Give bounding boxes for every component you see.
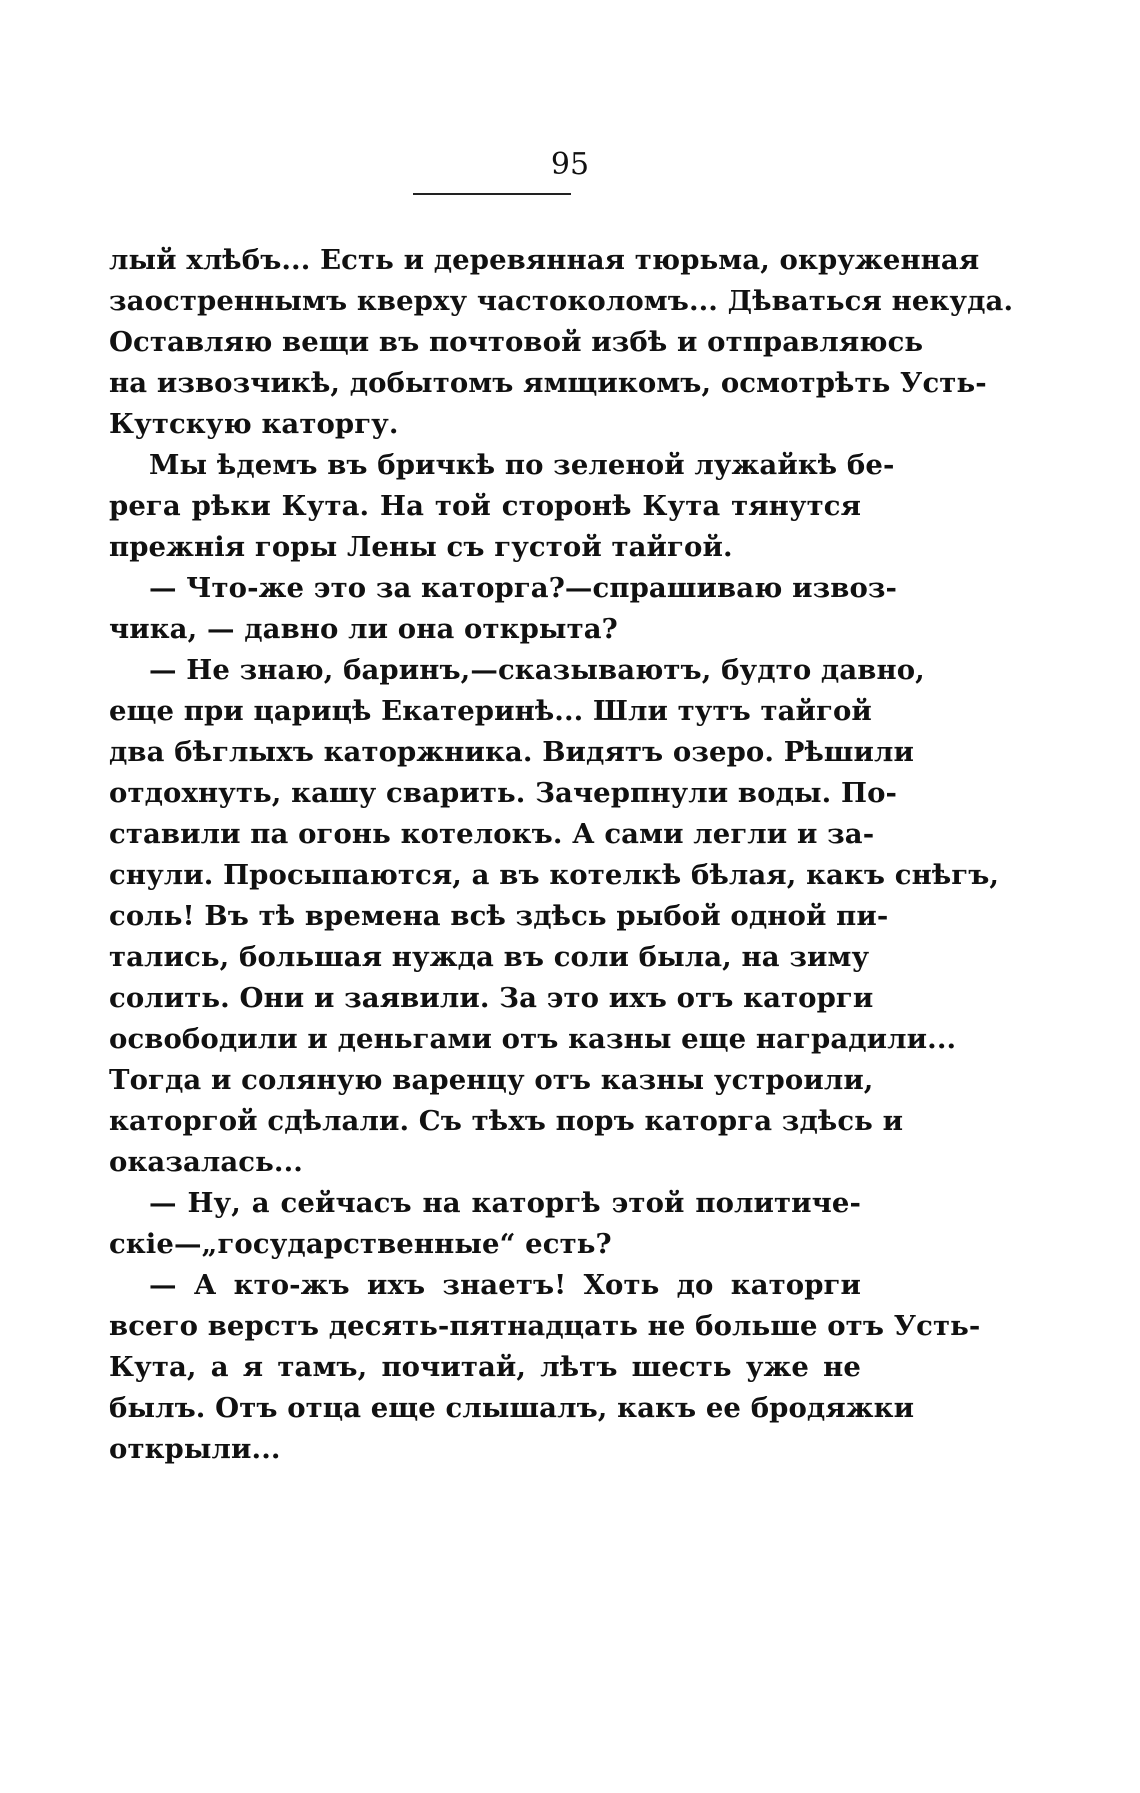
text-line: еще при царицѣ Екатеринѣ... Шли тутъ тайгой: [109, 695, 872, 727]
text-line: два бѣглыхъ каторжника. Видятъ озеро. Рѣшили: [109, 736, 915, 768]
text-line: снули. Просыпаются, а въ котелкѣ бѣлая, какъ снѣгъ,: [109, 859, 1000, 891]
paragraph: [109, 240, 1014, 445]
paragraph: [109, 1265, 981, 1470]
paragraph: [109, 445, 895, 568]
text-line: ставили па огонь котелокъ. А сами легли и за-: [109, 818, 875, 850]
text-line: солить. Они и заявили. За это ихъ отъ каторги: [109, 982, 874, 1014]
text-line: прежнія горы Лены съ густой тайгой.: [109, 531, 733, 563]
text-line: Кутскую каторгу.: [109, 408, 399, 440]
text-line: — А кто-жъ ихъ знаетъ! Хоть до каторги: [149, 1269, 861, 1301]
page-number: 95: [550, 147, 590, 182]
text-line: былъ. Отъ отца еще слышалъ, какъ ее бродяжки: [109, 1392, 915, 1424]
text-line: Оставляю вещи въ почтовой избѣ и отправляюсь: [109, 326, 924, 358]
text-line: на извозчикѣ, добытомъ ямщикомъ, осмотрѣть Усть-: [109, 367, 987, 399]
text-line: отдохнуть, кашу сварить. Зачерпнули воды. По-: [109, 777, 898, 809]
text-line: соль! Въ тѣ времена всѣ здѣсь рыбой одной пи-: [109, 900, 889, 932]
paragraph: [109, 650, 1000, 1183]
text-line: скіе—„государственные“ есть?: [109, 1228, 612, 1260]
text-line: Тогда и соляную варенцу отъ казны устроили,: [109, 1064, 874, 1096]
paragraph: [109, 568, 898, 650]
paragraph: [109, 1183, 861, 1265]
text-line: Мы ѣдемъ въ бричкѣ по зеленой лужайкѣ бе-: [149, 449, 895, 481]
header-rule: [413, 193, 571, 195]
text-line: — Что-же это за каторга?—спрашиваю извоз-: [149, 572, 898, 604]
text-line: оказалась...: [109, 1146, 303, 1178]
text-line: лый хлѣбъ... Есть и деревянная тюрьма, окруженная: [109, 244, 980, 276]
text-line: каторгой сдѣлали. Съ тѣхъ поръ каторга здѣсь и: [109, 1105, 904, 1137]
text-line: тались, большая нужда въ соли была, на зиму: [109, 941, 870, 973]
text-line: всего верстъ десять-пятнадцать не больше отъ Усть-: [109, 1310, 981, 1342]
body-text: [109, 240, 1014, 1470]
text-line: Кута, а я тамъ, почитай, лѣтъ шесть уже не: [109, 1351, 861, 1383]
text-line: чика, — давно ли она открыта?: [109, 613, 618, 645]
text-line: заостреннымъ кверху частоколомъ... Дѣваться некуда.: [109, 285, 1014, 317]
text-line: — Не знаю, баринъ,—сказываютъ, будто давно,: [149, 654, 925, 686]
text-line: — Ну, а сейчасъ на каторгѣ этой политиче-: [149, 1187, 861, 1219]
text-line: открыли...: [109, 1433, 281, 1465]
text-line: рега рѣки Кута. На той сторонѣ Кута тянутся: [109, 490, 861, 522]
text-line: освободили и деньгами отъ казны еще наградили...: [109, 1023, 957, 1055]
